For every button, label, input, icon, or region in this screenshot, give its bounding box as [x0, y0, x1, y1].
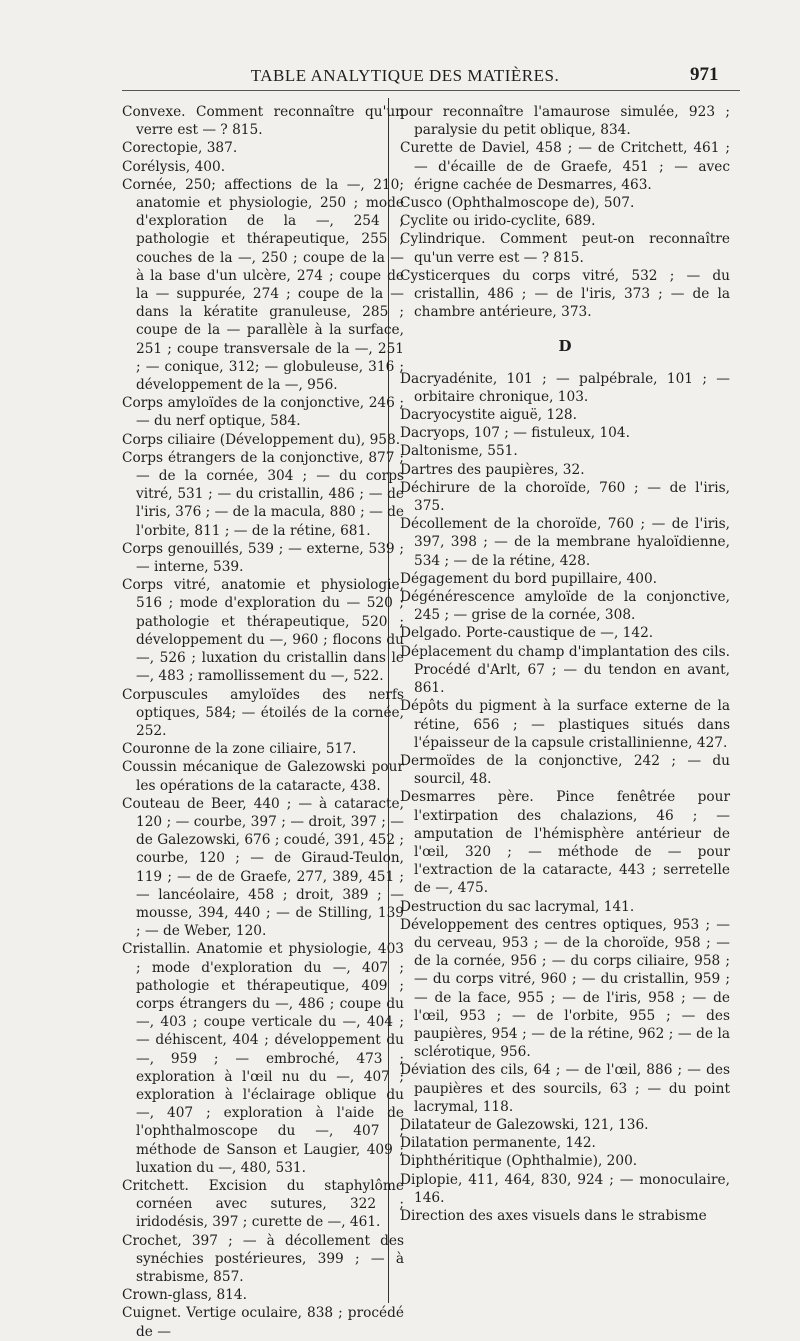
index-entry: Dégagement du bord pupillaire, 400. — [400, 570, 658, 587]
index-entry: Développement des centres optiques, 953 ; — du cerveau, 953 ; — de la choroïde, 958 ; — de la cornée, 956 ; — du corps ciliaire, 958 ; — du corps vitré, 960 ; — du cristallin, 959 ; — de la face, 955 ; — de l'iris, 958 ; — de l'œil, 953 ; — de l'orbite, 955 ; — des paupières, 954 ; — de la rétine, 962 ; — de la sclérotique, 956. — [400, 916, 730, 1061]
index-entry: Cristallin. Anatomie et physiologie, 403 ; mode d'exploration du —, 407 ; pathologie et thérapeutique, 409 ; corps étrangers du —, 486 ; coupe du —, 403 ; coupe verticale du —, 404 ; — déhiscent, 404 ; développement du —, 959 ; — embroché, 473 ; exploration à l'œil nu du —, 407 ; exploration à l'éclairage oblique du —, 407 ; exploration à l'aide de l'ophthalmoscope du —, 407 ; méthode de Sanson et Laugier, 409 ; luxation du —, 480, 531. — [122, 941, 404, 1176]
index-entry: Dacryops, 107 ; — fistuleux, 104. — [400, 425, 630, 442]
index-entry: Desmarres père. Pince fenêtrée pour l'extirpation des chalazions, 46 ; — amputation de l'hémisphère antérieur de l'œil, 320 ; — méthode de — pour l'extraction de la cataracte, 443 ; serretelle de —, 475. — [400, 789, 730, 897]
index-entry: Cyclite ou irido-cyclite, 689. — [400, 213, 596, 230]
index-entry: Couteau de Beer, 440 ; — à cataracte, 120 ; — courbe, 397 ; — droit, 397 ; — de Galezowski, 676 ; coudé, 391, 452 ; courbe, 120 ; — de Giraud-Teulon, 119 ; — de de Graefe, 277, 389, 451 ; — lancéolaire, 458 ; droit, 389 ; — mousse, 394, 440 ; — de Stilling, 139 ; — de Weber, 120. — [122, 795, 404, 940]
page-header — [0, 66, 800, 96]
index-entry: Cornée, 250; affections de la —, 210; anatomie et physiologie, 250 ; mode d'exploration de la —, 254 ; pathologie et thérapeutique, 255 ; couches de la —, 250 ; coupe de la — à la base d'un ulcère, 274 ; coupe de la — suppurée, 274 ; coupe de la — dans la kératite granuleuse, 285 ; coupe de la — parallèle à la surface, 251 ; coupe transversale de la —, 251 ; — conique, 312; — globuleuse, 316 ; développement de la —, 956. — [122, 176, 404, 394]
index-entry: Delgado. Porte-caustique de —, 142. — [400, 625, 654, 642]
index-entry: Cuignet. Vertige oculaire, 838 ; procédé de — — [122, 1305, 404, 1340]
index-entry: Corélysis, 400. — [122, 158, 226, 175]
section-letter: D — [558, 337, 572, 356]
index-entry: Dartres des paupières, 32. — [400, 461, 585, 478]
index-entry: Crown-glass, 814. — [122, 1287, 247, 1304]
index-entry: Corps amyloïdes de la conjonctive, 246 ; — du nerf optique, 584. — [122, 395, 404, 430]
index-entry: Crochet, 397 ; — à décollement des synéchies postérieures, 399 ; — à strabisme, 857. — [122, 1232, 404, 1285]
right-column — [400, 103, 730, 1225]
index-entry: Coussin mécanique de Galezowski pour les opérations de la cataracte, 438. — [122, 759, 404, 794]
index-entry: Cysticerques du corps vitré, 532 ; — du cristallin, 486 ; — de l'iris, 373 ; — de la chambre antérieure, 373. — [400, 267, 730, 321]
index-entry: Cylindrique. Comment peut-on reconnaître qu'un verre est — ? 815. — [400, 231, 730, 266]
index-entry: Direction des axes visuels dans le strabisme — [400, 1207, 707, 1224]
index-entry: Dacryocystite aiguë, 128. — [400, 407, 577, 424]
index-entry: Dacryadénite, 101 ; — palpébrale, 101 ; — orbitaire chronique, 103. — [400, 370, 730, 405]
index-entry: Dégénérescence amyloïde de la conjonctive, 245 ; — grise de la cornée, 308. — [400, 589, 730, 624]
running-title: TABLE ANALYTIQUE DES MATIÈRES. — [250, 66, 560, 85]
left-column — [122, 103, 404, 1341]
right-column-entries-c — [400, 103, 730, 321]
index-entry: Corectopie, 387. — [122, 140, 238, 157]
index-entry: Critchett. Excision du staphylôme cornéen avec sutures, 322 ; iridodésis, 397 ; curette de —, 461. — [122, 1177, 404, 1231]
index-entry: Cusco (Ophthalmoscope de), 507. — [400, 195, 635, 212]
index-entry: Daltonisme, 551. — [400, 443, 518, 460]
index-entry: Corps genouillés, 539 ; — externe, 539 ; — interne, 539. — [122, 540, 404, 576]
index-entry: Destruction du sac lacrymal, 141. — [400, 898, 635, 915]
index-entry: Corpuscules amyloïdes des nerfs optiques, 584; — étoilés de la cornée, 252. — [122, 686, 404, 739]
index-entry: Dilatateur de Galezowski, 121, 136. — [400, 1116, 649, 1133]
index-entry: Corps étrangers de la conjonctive, 877 ; — de la cornée, 304 ; — du corps vitré, 531 ; — du cristallin, 486 ; — de l'iris, 376 ; — de la macula, 880 ; — de l'orbite, 811 ; — de la rétine, 681. — [122, 449, 404, 539]
index-entry: Dermoïdes de la conjonctive, 242 ; — du sourcil, 48. — [400, 752, 730, 788]
index-entry: Corps vitré, anatomie et physiologie, 516 ; mode d'exploration du — 520 ; pathologie et thérapeutique, 520 ; développement du —, 960 ; flocons du —, 526 ; luxation du cristallin dans le —, 483 ; ramollissement du —, 522. — [122, 577, 404, 685]
page-number: 971 — [690, 64, 719, 85]
index-entry: Déplacement du champ d'implantation des cils. Procédé d'Arlt, 67 ; — du tendon en avant, 861. — [400, 643, 730, 697]
index-entry: Curette de Daviel, 458 ; — de Critchett, 461 ; — d'écaille de de Graefe, 451 ; — avec érigne cachée de Desmarres, 463. — [400, 140, 730, 193]
index-entry: Convexe. Comment reconnaître qu'un verre est — ? 815. — [122, 104, 404, 139]
index-entry: Dépôts du pigment à la surface externe de la rétine, 656 ; — plastiques situés dans l'épaisseur de la capsule cristallinienne, 427. — [400, 698, 730, 751]
index-entry: pour reconnaître l'amaurose simulée, 923 ; paralysie du petit oblique, 834. — [400, 104, 730, 139]
index-entry: Couronne de la zone ciliaire, 517. — [122, 741, 357, 758]
index-entry: Diphthéritique (Ophthalmie), 200. — [400, 1153, 638, 1170]
index-entry: Déviation des cils, 64 ; — de l'œil, 886 ; — des paupières et des sourcils, 63 ; — du point lacrymal, 118. — [400, 1062, 730, 1115]
index-entry: Déchirure de la choroïde, 760 ; — de l'iris, 375. — [400, 479, 730, 515]
index-entry: Diplopie, 411, 464, 830, 924 ; — monoculaire, 146. — [400, 1171, 730, 1206]
index-entry: Dilatation permanente, 142. — [400, 1135, 596, 1152]
header-rule — [122, 90, 740, 91]
index-entry: Corps ciliaire (Développement du), 958. — [122, 431, 401, 448]
index-entry: Décollement de la choroïde, 760 ; — de l'iris, 397, 398 ; — de la membrane hyaloïdienne, 534 ; — de la rétine, 428. — [400, 516, 730, 569]
right-column-entries-d — [400, 370, 730, 1226]
